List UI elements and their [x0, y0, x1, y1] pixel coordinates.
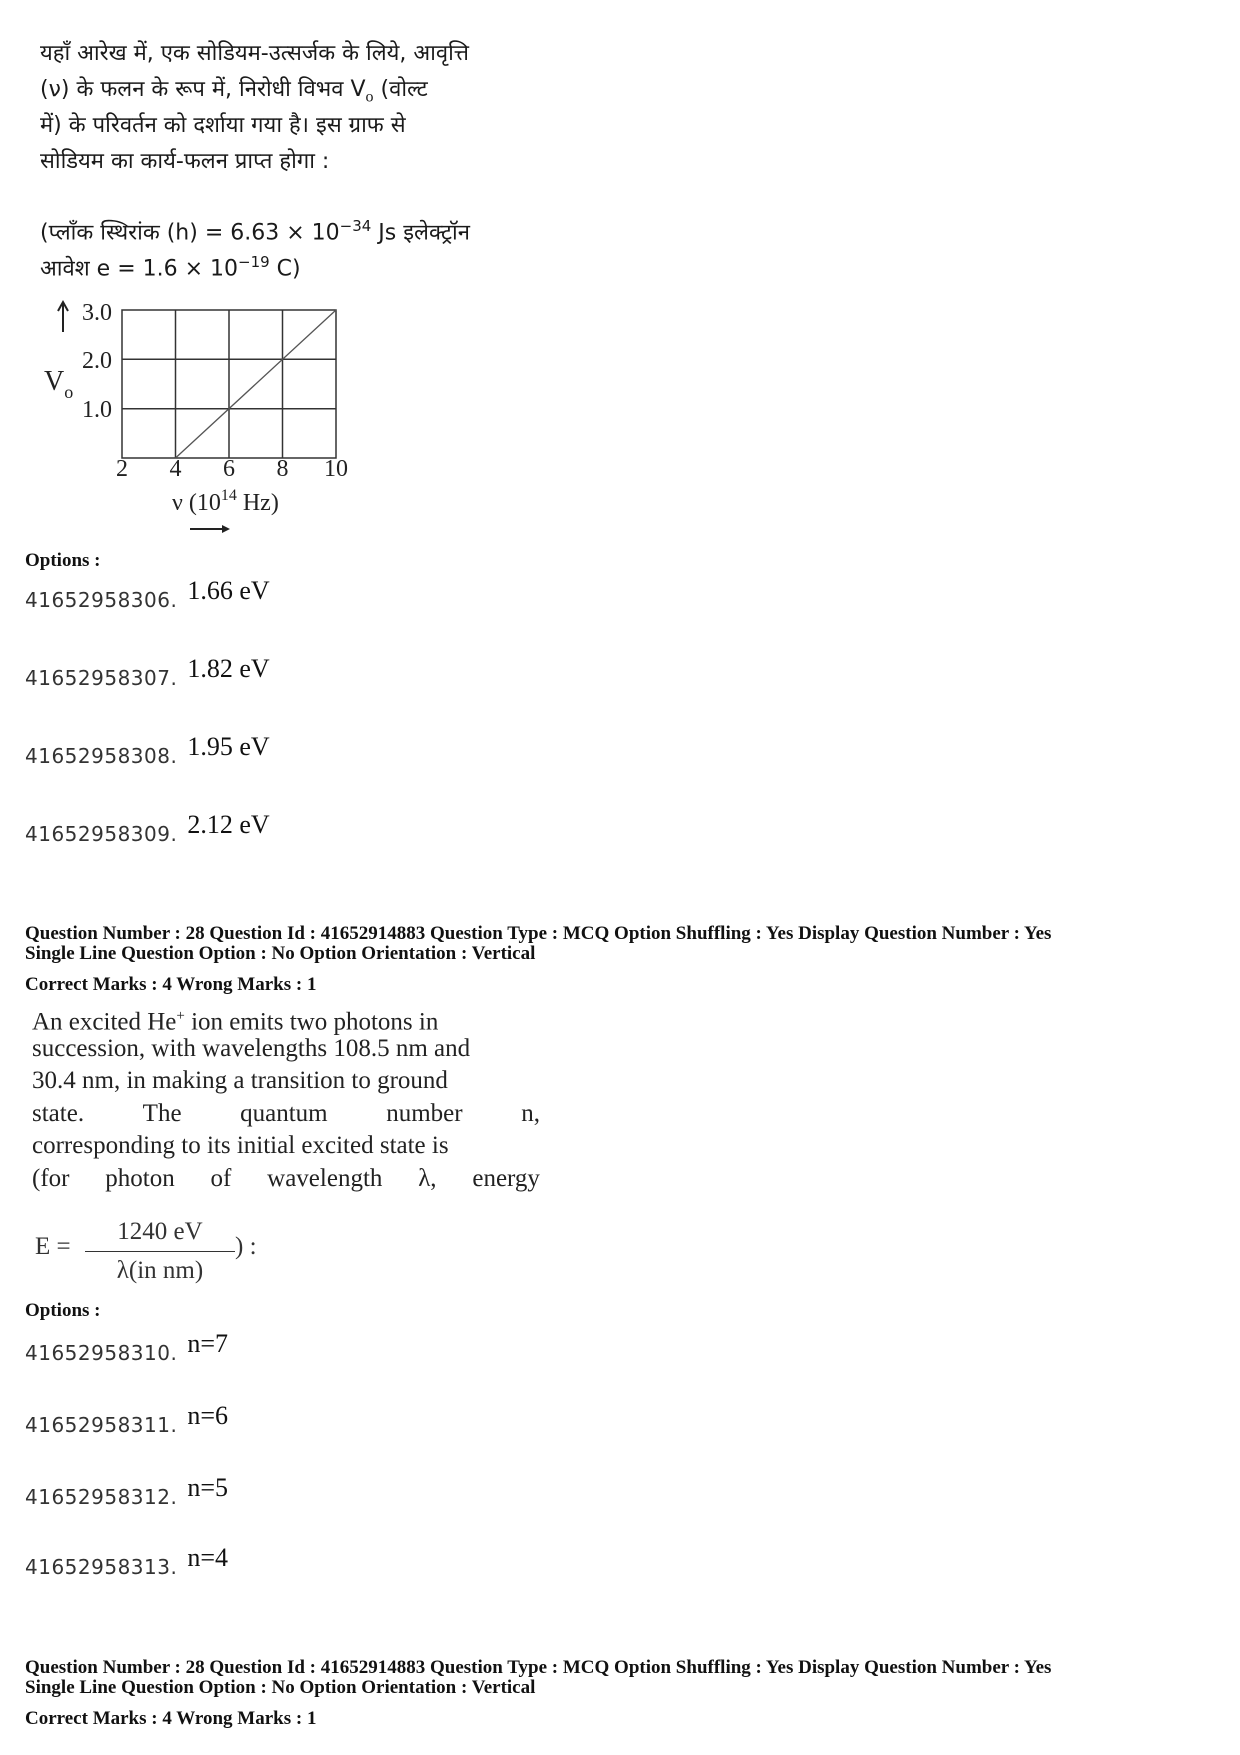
- option-id: 41652958307.: [25, 666, 178, 690]
- option-item[interactable]: [25, 1401, 228, 1450]
- y-axis-label: $V_o$: [44, 366, 74, 402]
- question-line: यहाँ आरेख में, एक सोडियम-उत्सर्जक के लिये, आवृत्ति: [40, 41, 469, 66]
- options-label: Options :: [25, 550, 101, 571]
- constants-text: [40, 208, 560, 280]
- energy-formula: [35, 1215, 275, 1285]
- formula-lhs: E =: [35, 1233, 71, 1260]
- question-line: (for photon of wavelength λ, energy: [32, 1164, 540, 1192]
- option-item[interactable]: [25, 810, 270, 859]
- option-id: 41652958311.: [25, 1413, 178, 1437]
- question-meta: [25, 1658, 1051, 1698]
- option-value: 2.12 eV: [187, 810, 270, 839]
- option-item[interactable]: [25, 576, 270, 625]
- option-item[interactable]: [25, 1329, 228, 1378]
- planck-constant-line: (प्लाँक स्थिरांक $(h) = 6.63 \times 10^{-34}$ Js इलेक्ट्रॉन: [40, 217, 470, 246]
- option-value: 1.95 eV: [187, 732, 270, 761]
- option-id: 41652958306.: [25, 588, 178, 612]
- x-tick-label: 10: [324, 456, 348, 482]
- fraction: [85, 1215, 235, 1288]
- question-line: 30.4 nm, in making a transition to ground: [32, 1067, 448, 1094]
- y-tick-label: 1.0: [82, 397, 112, 423]
- options-label: Options :: [25, 1300, 101, 1321]
- question-meta: [25, 924, 1051, 964]
- option-value: n=5: [187, 1473, 228, 1502]
- option-value: n=7: [187, 1329, 228, 1358]
- option-id: 41652958310.: [25, 1341, 178, 1365]
- formula-tail: ) :: [235, 1233, 257, 1260]
- arrow-up-icon: [58, 302, 68, 332]
- option-value: 1.66 eV: [187, 576, 270, 605]
- option-item[interactable]: [25, 1473, 228, 1522]
- option-value: n=4: [187, 1543, 228, 1572]
- option-value: 1.82 eV: [187, 654, 270, 683]
- option-id: 41652958308.: [25, 744, 178, 768]
- option-value: n=6: [187, 1401, 228, 1430]
- option-item[interactable]: [25, 1543, 228, 1592]
- question-line: में) के परिवर्तन को दर्शाया गया है। इस ग्राफ से: [40, 113, 406, 138]
- y-tick-label: 3.0: [82, 300, 112, 326]
- x-tick-label: 4: [169, 456, 182, 482]
- question-text-hindi: [40, 36, 560, 180]
- question-line: succession, with wavelengths 108.5 nm and: [32, 1034, 471, 1062]
- meta-line: Question Number : 28 Question Id : 41652914883 Question Type : MCQ Option Shuffling : Yes Display Question Number : Yes: [25, 1657, 1052, 1678]
- marks-line: Correct Marks : 4 Wrong Marks : 1: [25, 974, 317, 995]
- option-id: 41652958313.: [25, 1555, 178, 1579]
- option-id: 41652958309.: [25, 822, 178, 846]
- option-item[interactable]: [25, 732, 270, 781]
- formula-denominator: λ(in nm): [116, 1257, 204, 1284]
- data-line: [176, 310, 337, 458]
- marks-line: Correct Marks : 4 Wrong Marks : 1: [25, 1708, 317, 1729]
- option-id: 41652958312.: [25, 1485, 178, 1509]
- stopping-potential-graph: [30, 292, 370, 544]
- question-line: सोडियम का कार्य-फलन प्राप्त होगा :: [40, 149, 330, 174]
- question-line: state. The quantum number n,: [32, 1099, 540, 1127]
- electron-charge-line: आवेश $e = 1.6 \times 10^{-19}$ C): [40, 253, 301, 282]
- question-line: (ν) के फलन के रूप में, निरोधी विभव $V_o$ (वोल्ट: [40, 77, 428, 106]
- y-tick-label: 2.0: [82, 348, 112, 374]
- option-item[interactable]: [25, 654, 270, 703]
- x-axis-label: ν ($10^{14}$ Hz): [172, 487, 279, 516]
- meta-line: Single Line Question Option : No Option Orientation : Vertical: [25, 943, 536, 964]
- arrow-right-icon: [190, 525, 230, 533]
- meta-line: Question Number : 28 Question Id : 41652914883 Question Type : MCQ Option Shuffling : Yes Display Question Number : Yes: [25, 923, 1052, 944]
- question-line: corresponding to its initial excited state is: [32, 1132, 449, 1159]
- x-tick-label: 2: [116, 456, 128, 482]
- formula-numerator: 1240 eV: [117, 1218, 203, 1245]
- x-tick-label: 8: [276, 456, 289, 482]
- question-text: [32, 1000, 542, 1195]
- x-tick-label: 6: [223, 456, 235, 482]
- meta-line: Single Line Question Option : No Option Orientation : Vertical: [25, 1677, 536, 1698]
- question-line: An excited He+ ion emits two photons in: [32, 1008, 439, 1036]
- fraction-bar: [85, 1251, 235, 1252]
